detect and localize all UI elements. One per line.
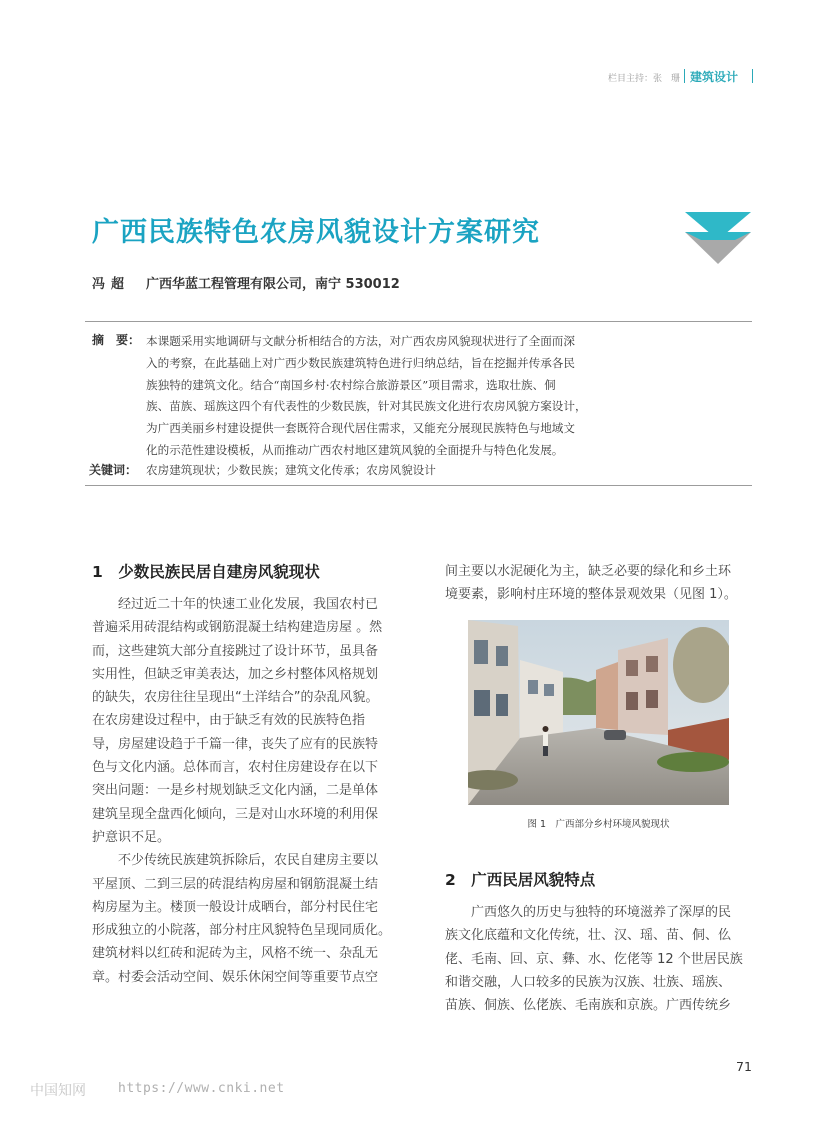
right-window: [646, 690, 658, 708]
figure-1-photo: [468, 620, 729, 805]
abstract-line: 族、苗族、瑶族这四个有代表性的少数民族，针对其民族文化进行农房风貌方案设计，: [146, 399, 587, 414]
right-house-2: [596, 662, 618, 730]
abstract-top-rule: [85, 321, 752, 322]
person-legs: [543, 746, 548, 756]
watermark-url: https://www.cnki.net: [118, 1081, 285, 1096]
body-line: 而，这些建筑大部分直接跳过了设计环节，虽具备: [92, 643, 379, 659]
left-window: [474, 690, 490, 716]
body-line: 佬、毛南、回、京、彝、水、仡佬等 12 个世居民族: [445, 951, 743, 967]
body-line: 在农房建设过程中，由于缺乏有效的民族特色指: [92, 713, 366, 729]
body-line: 护意识不足。: [92, 829, 171, 845]
body-line: 形成独立的小院落，部分村庄风貌特色呈现同质化。: [92, 923, 392, 939]
body-line: 普遍采用砖混结构或钢筋混凝土结构建造房屋 。然: [92, 620, 383, 636]
body-line: 构房屋为主。楼顶一般设计成晒台，部分村民住宅: [92, 899, 379, 915]
right-window: [646, 656, 658, 672]
keywords-text: 农房建筑现状；少数民族；建筑文化传承；农房风貌设计: [146, 463, 436, 477]
abstract-line: 入的考察，在此基础上对广西少数民族建筑特色进行归纳总结，旨在挖掘并传承各民: [146, 355, 575, 370]
body-line: 苗族、侗族、仫佬族、毛南族和京族。广西传统乡: [445, 998, 732, 1014]
right-window: [626, 692, 638, 710]
body-line: 建筑材料以红砖和泥砖为主，风格不统一、杂乱无: [92, 946, 379, 962]
body-line: 平屋顶、二到三层的砖混结构房屋和钢筋混凝土结: [92, 876, 379, 892]
body-line: 间主要以水泥硬化为主，缺乏必要的绿化和乡土环: [445, 564, 732, 579]
body-line: 实用性，但缺乏审美表达，加之乡村整体风格规划: [92, 666, 379, 682]
person: [543, 732, 548, 746]
right-window: [626, 660, 638, 676]
bushes: [657, 752, 729, 772]
body-line: 色与文化内涵。总体而言，农村住房建设存在以下: [92, 760, 379, 776]
abstract-line: 族独特的建筑文化。结合“南国乡村·农村综合旅游景区”项目需求，选取壮族、侗: [146, 377, 556, 392]
body-line: 和谐交融，人口较多的民族为汉族、壮族、瑶族、: [445, 974, 732, 990]
abstract-text: [146, 331, 666, 462]
body-line: 不少传统民族建筑拆除后，农民自建房主要以: [118, 853, 379, 869]
left-window: [496, 694, 508, 716]
left-window: [544, 684, 554, 696]
page-number: 71: [736, 1059, 752, 1074]
body-line: 族文化底蕴和文化传统，壮、汉、瑶、苗、侗、仫: [445, 928, 732, 944]
author-name: 冯超: [92, 277, 131, 292]
section-1-body: [92, 593, 404, 989]
left-house-2: [520, 660, 563, 738]
body-line: 导，房屋建设趋于千篇一律，丧失了应有的民族特: [92, 736, 379, 752]
body-line: 突出问题：一是乡村规划缺乏文化内涵，二是单体: [92, 783, 379, 799]
left-window: [528, 680, 538, 694]
figure-1-caption: 图 1 广西部分乡村环境风貌现状: [527, 819, 670, 830]
left-window: [496, 646, 508, 666]
left-window: [474, 640, 488, 664]
abstract-line: 化的示范性建设模板，从而推动广西农村地区建筑风貌的全面提升与特色化发展。: [146, 442, 564, 457]
watermark-site-name: 中国知网: [30, 1083, 86, 1099]
section-2-body: [445, 901, 757, 1017]
abstract-label: 摘 要：: [92, 333, 141, 347]
abstract-line: 为广西美丽乡村建设提供一套既符合现代居住需求，又能充分展现民族特色与地域文: [146, 421, 575, 436]
section-1-heading: 1 少数民族民居自建房风貌现状: [92, 563, 320, 581]
header-divider: [752, 69, 753, 83]
car: [604, 730, 626, 740]
header-divider: [684, 69, 685, 83]
header-editor: 栏目主持：张 珊: [607, 74, 680, 84]
keywords-label: 关键词：: [89, 463, 138, 477]
header-column-name: 建筑设计: [690, 70, 739, 84]
body-line: 广西悠久的历史与独特的环境滋养了深厚的民: [471, 905, 732, 920]
body-line: 章。村委会活动空间、娱乐休闲空间等重要节点空: [92, 969, 379, 985]
section-2-heading: 2 广西民居风貌特点: [445, 871, 596, 889]
author-affiliation: 广西华蓝工程管理有限公司，南宁 530012: [146, 277, 400, 292]
abstract-bottom-rule: [85, 485, 752, 486]
person-head: [543, 726, 549, 732]
body-line: 的缺失，农房往往呈现出“土洋结合”的杂乱风貌。: [92, 690, 379, 706]
body-line: 经过近二十年的快速工业化发展，我国农村已: [118, 597, 379, 612]
abstract-line: 本课题采用实地调研与文献分析相结合的方法，对广西农房风貌现状进行了全面而深: [146, 334, 575, 348]
triangle-decoration-icon: [683, 210, 753, 266]
body-line: 建筑呈现全盘西化倾向，三是对山水环境的利用保: [92, 806, 379, 822]
column-2-continuation: [445, 560, 757, 607]
body-line: 境要素，影响村庄环境的整体景观效果（见图 1）。: [445, 587, 737, 603]
right-house-1: [618, 638, 668, 735]
article-title: 广西民族特色农房风貌设计方案研究: [92, 217, 540, 248]
